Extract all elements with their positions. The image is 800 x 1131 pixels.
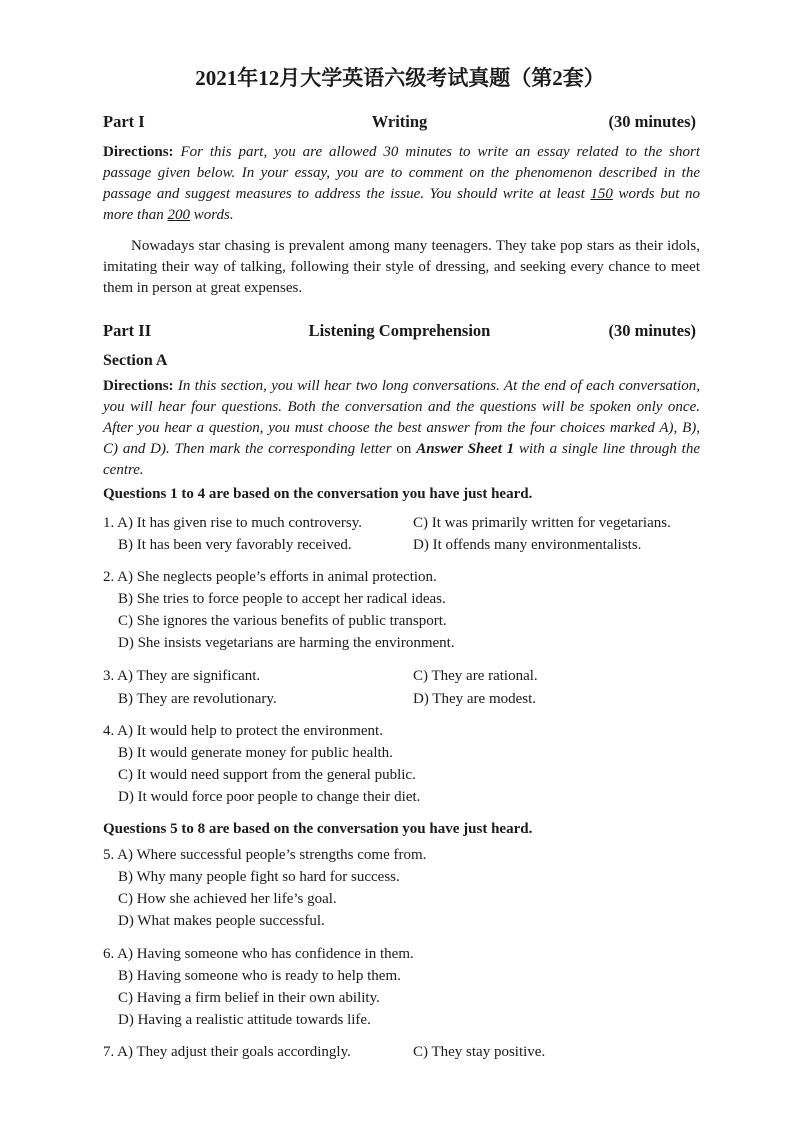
q5-option-d: D) What makes people successful. [118,913,325,929]
page-title: 2021年12月大学英语六级考试真题（第2套） [195,66,605,90]
part2-time: (30 minutes) [608,321,696,340]
q4-option-b: B) It would generate money for public health. [118,745,393,761]
q1-option-a: 1. A) It has given rise to much controversy. [103,515,362,531]
part1-name: Writing [371,112,428,131]
questions-5-8-heading: Questions 5 to 8 are based on the conversation you have just heard. [103,821,533,837]
section-a-heading: Section A [103,352,168,369]
q3-option-c: C) They are rational. [413,668,538,684]
questions-1-4-heading: Questions 1 to 4 are based on the conversation you have just heard. [103,486,533,502]
q5-option-a: 5. A) Where successful people’s strengths come from. [103,847,427,863]
q2-option-c: C) She ignores the various benefits of public transport. [118,613,447,629]
part1-label: Part I [103,112,145,131]
q6-option-d: D) Having a realistic attitude towards life. [118,1012,371,1028]
part1-passage: Nowadays star chasing is prevalent among many teenagers. They take pop stars as their idols, imitating their way of talking, following their style of dressing, and seeking every chance to meet them in person at great expenses. [103,238,700,296]
part2-directions-label: Directions: [103,378,174,394]
answer-sheet-ref: Answer Sheet 1 [416,441,515,457]
part1-min-words: 150 [590,186,613,202]
q7-option-c: C) They stay positive. [413,1044,546,1060]
q6-option-a: 6. A) Having someone who has confidence in them. [103,946,414,962]
q2-option-b: B) She tries to force people to accept her radical ideas. [118,591,446,607]
q6-option-b: B) Having someone who is ready to help them. [118,968,401,984]
part2-name: Listening Comprehension [308,321,491,340]
part2-directions [103,376,700,481]
part2-directions-text-2: with a single line through the centre. [103,441,701,478]
part2-label: Part II [103,321,152,340]
q5-option-b: B) Why many people fight so hard for success. [118,869,400,885]
part1-directions-text-3: words. [189,207,234,223]
q2-option-d: D) She insists vegetarians are harming the environment. [118,635,455,651]
q3-option-d: D) They are modest. [413,691,537,707]
q7-option-a: 7. A) They adjust their goals accordingly. [103,1044,351,1060]
q1-option-c: C) It was primarily written for vegetarians. [413,515,671,531]
part1-directions-label: Directions: [103,144,174,160]
part2-directions-text-1: In this section, you will hear two long conversations. At the end of each conversation, you will hear four questions. Both the conversation and the questions will be spoken only once. After you hear a question, you must choose the best answer from the four choices marked A), B), C) and D). Then mark the corresponding letter [103,378,701,457]
part1-time: (30 minutes) [608,112,696,131]
q4-option-a: 4. A) It would help to protect the environment. [103,723,383,739]
q1-option-d: D) It offends many environmentalists. [413,537,642,553]
q4-option-c: C) It would need support from the general public. [118,767,416,783]
q3-option-b: B) They are revolutionary. [118,691,277,707]
q3-option-a: 3. A) They are significant. [103,668,261,684]
part1-directions-text-1: For this part, you are allowed 30 minutes to write an essay related to the short passage given below. In your essay, you are to comment on the phenomenon described in the passage and suggest measures to address the issue. You should write at least [103,144,700,202]
part1-directions [103,142,700,226]
q6-option-c: C) Having a firm belief in their own ability. [118,990,380,1006]
part1-max-words: 200 [167,207,190,223]
q5-option-c: C) How she achieved her life’s goal. [118,891,337,907]
q1-option-b: B) It has been very favorably received. [118,537,352,553]
part2-directions-on: on [391,441,417,457]
q2-option-a: 2. A) She neglects people’s efforts in animal protection. [103,569,437,585]
part1-directions-text-2: words but no more than [103,186,700,223]
q4-option-d: D) It would force poor people to change their diet. [118,789,421,805]
